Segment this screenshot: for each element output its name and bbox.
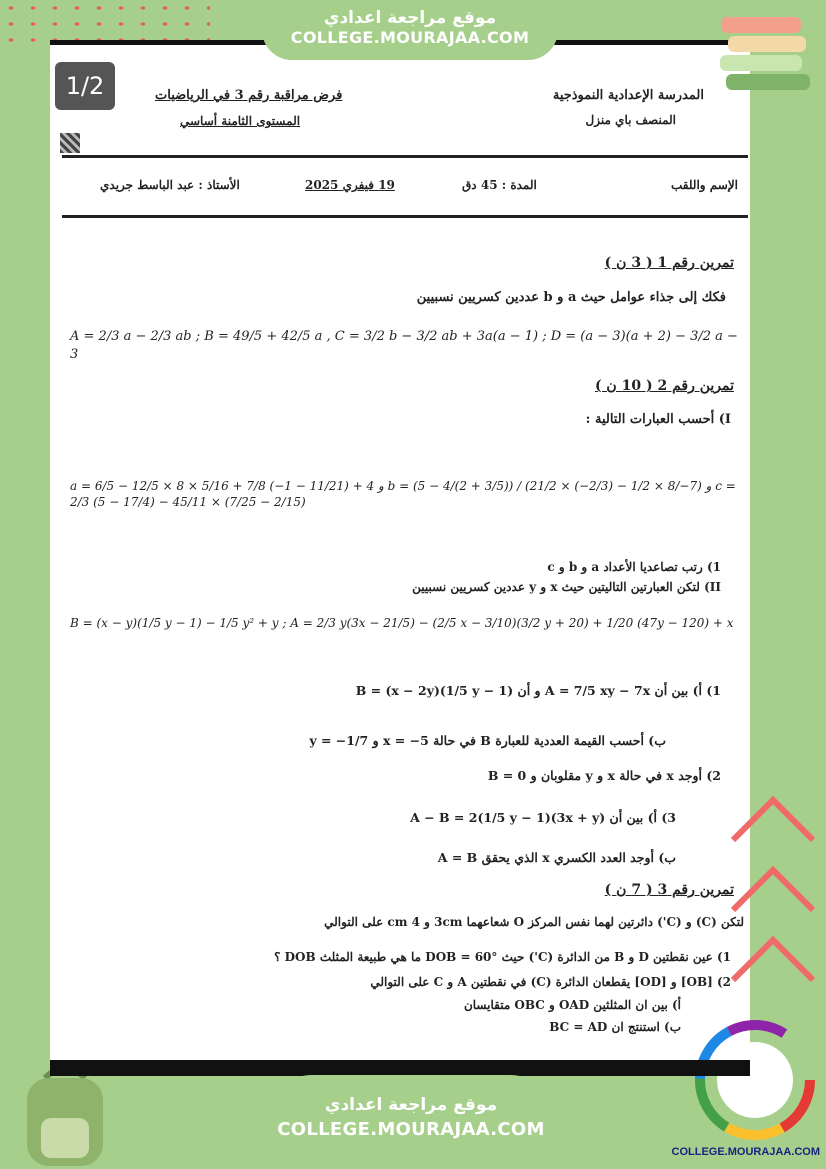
exercise-3-q2b: ب) استنتج ان BC = AD: [549, 1020, 681, 1034]
name-label: الإسم واللقب: [670, 178, 738, 192]
exercise-2-abc-expressions: a = 6/5 − 12/5 × 8 × 5/16 + 7/8 (−1 − 11/21) + 4 و b = (5 − 4/(2 + 3/5)) / (21/2 × (−2/3) − 1/2 × 8/−7) و c = 2/3 (5 − 17/4) − 45/11 × (7/25 − 2/15): [70, 479, 736, 510]
exam-level: المستوى الثامنة أساسي: [180, 114, 301, 128]
exercise-2-part1: I) أحسب العبارات التالية :: [585, 412, 731, 427]
chevron-up-icon: [728, 790, 818, 850]
school-location: المنصف باي منزل: [585, 113, 676, 127]
exercise-2-q2: 2) أوجد x في حالة x و y مقلوبان و B = 0: [487, 768, 721, 783]
exercise-2-q3a: 3) أ) بين أن A − B = 2(1/5 y − 1)(3x + y): [410, 810, 676, 825]
books-icon: [716, 12, 816, 92]
exercise-3-title: تمرين رقم 3 ( 7 ن ): [604, 882, 734, 898]
exam-title: فرض مراقبة رقم 3 في الرياضيات: [155, 88, 343, 103]
exercise-1-instruction: فكك إلى جذاء عوامل حيث a و b عددين كسريين نسبيين: [416, 290, 726, 305]
exercise-1-title: تمرين رقم 1 ( 3 ن ): [604, 255, 734, 271]
education-wheel-logo: [695, 1020, 815, 1140]
exam-date: 19 فيفري 2025: [305, 178, 395, 192]
school-name: المدرسة الإعدادية النموذجية: [552, 88, 704, 103]
site-banner-top[interactable]: [262, 0, 558, 60]
page-indicator: 1/2: [55, 62, 115, 110]
banner-arabic: موقع مراجعة اعدادي: [324, 1095, 498, 1115]
exercise-3-q2a: أ) بين ان المثلثين OAD و OBC متقايسان: [463, 998, 681, 1012]
chevron-up-icon: [728, 860, 818, 920]
exercise-2-title: تمرين رقم 2 ( 10 ن ): [594, 378, 734, 394]
banner-arabic: موقع مراجعة اعدادي: [323, 8, 497, 28]
chevron-up-icon: [728, 930, 818, 990]
exercise-2-q3b: ب) أوجد العدد الكسري x الذي يحقق A = B: [437, 850, 676, 865]
duration: المدة : 45 دق: [462, 178, 537, 192]
page-bottom-bar: [50, 1060, 750, 1076]
site-banner-bottom[interactable]: [262, 1075, 560, 1169]
banner-url[interactable]: COLLEGE.MOURAJAA.COM: [290, 28, 530, 47]
exercise-2-part2: II) لتكن العبارتين التاليتين حيث x و y عددين كسريين نسبيين: [412, 580, 721, 594]
teacher-name: الأستاذ : عبد الباسط جريدي: [100, 178, 240, 192]
exercise-1-expressions: A = 2/3 a − 2/3 ab ; B = 49/5 + 42/5 a , C = 3/2 b − 3/2 ab + 3a(a − 1) ; D = (a − 3)(a + 2) − 3/2 a − 3: [70, 329, 738, 362]
divider: [62, 155, 748, 158]
exercise-2-q1a: 1) أ) بين أن A = 7/5 xy − 7x و أن B = (x − 2y)(1/5 y − 1): [355, 683, 721, 698]
qr-code-icon: [60, 133, 80, 153]
footer-site-url[interactable]: COLLEGE.MOURAJAA.COM: [671, 1146, 820, 1158]
exercise-2-q1b: ب) أحسب القيمة العددية للعبارة B في حالة x = −5 و y = −1/7: [309, 733, 666, 748]
divider: [62, 215, 748, 218]
exercise-3-q1: 1) عين نقطتين D و B من الدائرة (C') حيث DOB = 60° ما هي طبيعة المثلث DOB ؟: [274, 950, 731, 964]
banner-url[interactable]: COLLEGE.MOURAJAA.COM: [277, 1119, 545, 1140]
exercise-2-AB-expressions: B = (x − y)(1/5 y − 1) − 1/5 y² + y ; A = 2/3 y(3x − 21/5) − (2/5 x − 3/10)(3/2 y + 20) + 1/20 (47y − 120) + x: [70, 616, 734, 630]
exercise-3-intro: لتكن (C) و (C') دائرتين لهما نفس المركز O شعاعهما 3cm و 4 cm على التوالي: [324, 915, 744, 929]
exercise-3-q2: 2) [OB] و [OD] يقطعان الدائرة (C) في نقطتين A و C على التوالي: [370, 975, 731, 989]
exercise-2-q1: 1) رتب تصاعديا الأعداد a و b و c: [547, 560, 721, 574]
